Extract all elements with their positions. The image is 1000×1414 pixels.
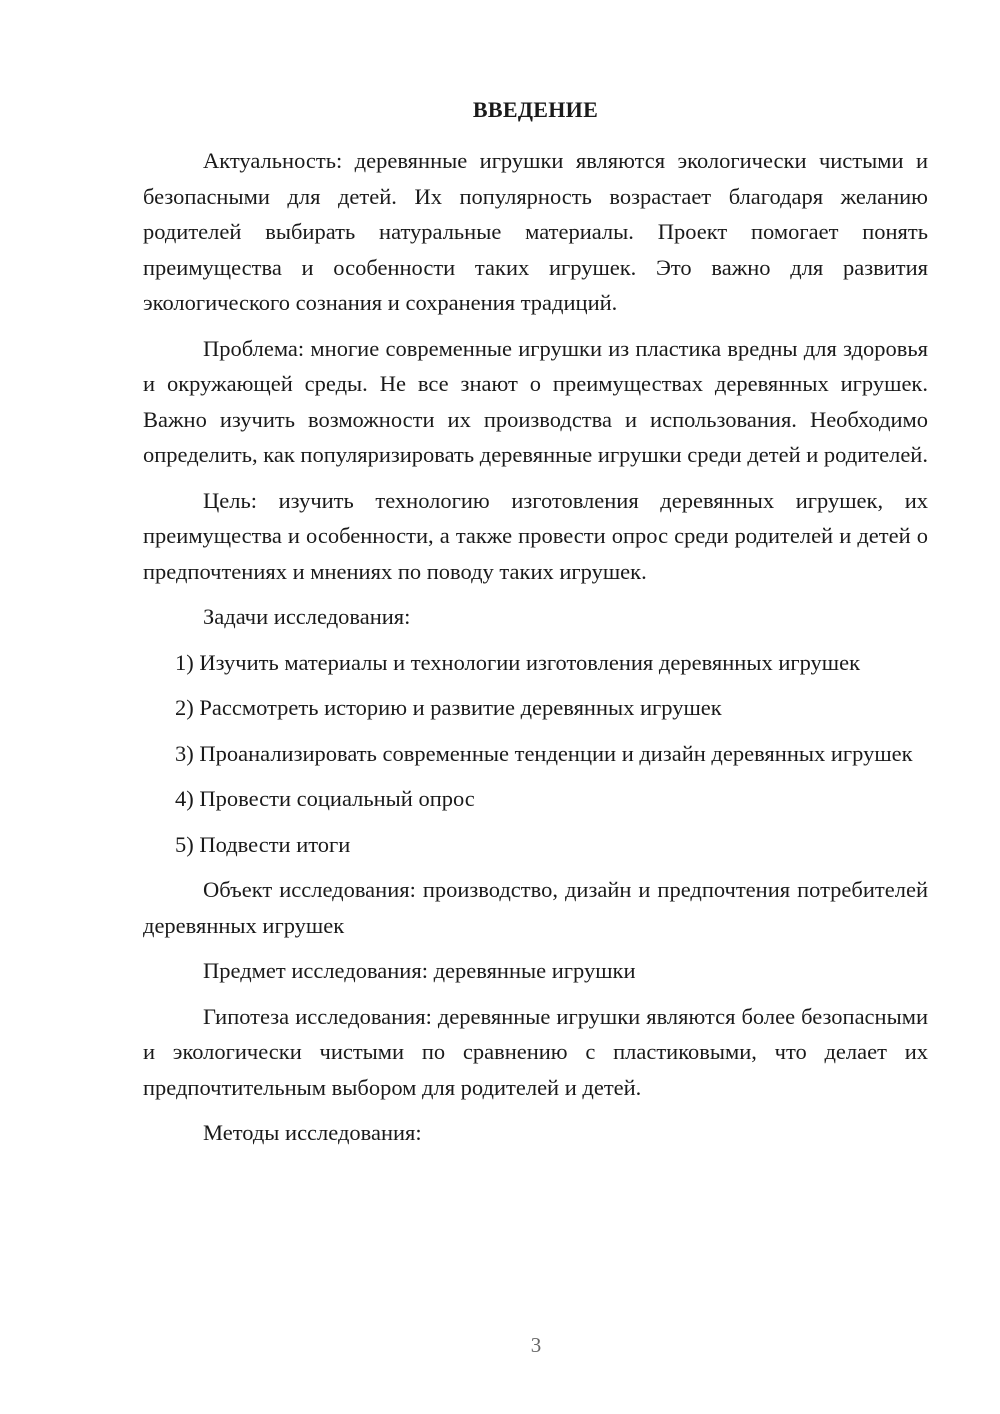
task-item-5: 5) Подвести итоги (175, 831, 351, 857)
object-paragraph: Объект исследования: производство, дизайн и предпочтения потребителей деревянных игрушек (143, 877, 928, 938)
document-page (143, 95, 928, 1161)
task-item-1: 1) Изучить материалы и технологии изготовления деревянных игрушек (175, 649, 861, 675)
task-item-2: 2) Рассмотреть историю и развитие деревянных игрушек (175, 695, 722, 720)
page-title: ВВЕДЕНИЕ (472, 97, 599, 122)
problem-paragraph: Проблема: многие современные игрушки из пластика вредны для здоровья и окружающей среды. Не все знают о преимуществах деревянных игрушек. Важно изучить возможности их производства и использования. Необходимо определить, как популяризировать деревянные игрушки среди детей и родителей. (143, 335, 928, 467)
relevance-paragraph: Актуальность: деревянные игрушки являются экологически чистыми и безопасными для детей. Их популярность возрастает благодаря желанию родителей выбирать натуральные материалы. Проект помогает понять преимущества и особенности таких игрушек. Это важно для развития экологического сознания и сохранения традиций. (143, 148, 928, 315)
task-item-3: 3) Проанализировать современные тенденции и дизайн деревянных игрушек (175, 740, 913, 766)
goal-paragraph: Цель: изучить технологию изготовления деревянных игрушек, их преимущества и особенности, а также провести опрос среди родителей и детей о предпочтениях и мнениях по поводу таких игрушек. (143, 487, 928, 584)
page-number: 3 (530, 1333, 542, 1357)
hypothesis-paragraph: Гипотеза исследования: деревянные игрушки являются более безопасными и экологически чистыми по сравнению с пластиковыми, что делает их предпочтительным выбором для родителей и детей. (143, 1003, 928, 1100)
tasks-title: Задачи исследования: (203, 604, 411, 629)
subject-paragraph: Предмет исследования: деревянные игрушки (203, 958, 636, 983)
methods-title: Методы исследования: (203, 1120, 422, 1145)
task-item-4: 4) Провести социальный опрос (175, 786, 475, 811)
